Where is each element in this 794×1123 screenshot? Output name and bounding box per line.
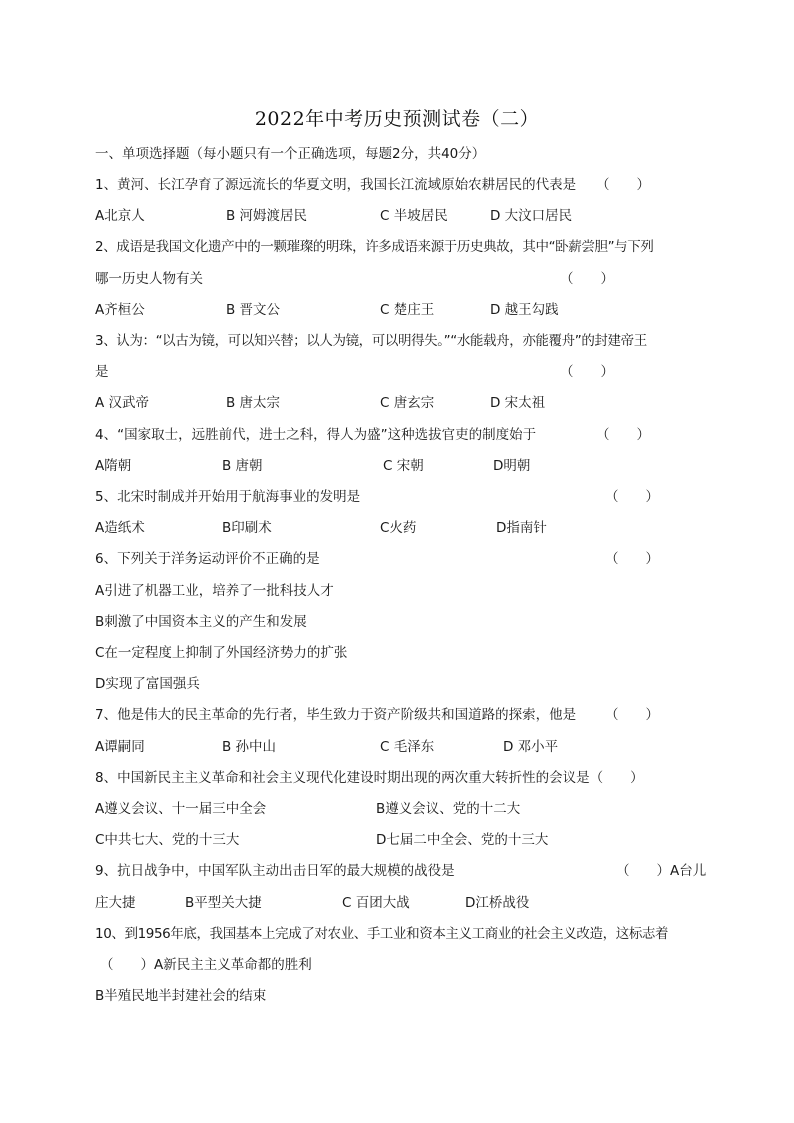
- question-2-stem-continued: 哪一历史人物有关: [95, 271, 203, 287]
- question-3-stem-continued: 是: [95, 364, 109, 380]
- question-5-option-c: C火药: [380, 520, 417, 536]
- question-7-option-d: D 邓小平: [503, 739, 559, 755]
- question-3-stem: 3、认为：“以古为镜，可以知兴替；以人为镜，可以明得失。”“水能载舟，亦能覆舟”的封建帝王: [95, 333, 647, 349]
- question-5-option-a: A造纸术: [95, 520, 145, 536]
- question-5-option-b: B印刷术: [222, 520, 272, 536]
- question-4-stem: 4、“国家取士，远胜前代，进士之科，得人为盛”这种选拔官吏的制度始于: [95, 427, 537, 443]
- question-1-answer-blank: （ ）: [596, 177, 650, 193]
- question-2-option-b: B 晋文公: [226, 302, 281, 318]
- question-6-option-c: C在一定程度上抑制了外国经济势力的扩张: [95, 645, 348, 661]
- question-7-option-a: A谭嗣同: [95, 739, 145, 755]
- question-9-stem: 9、抗日战争中，中国军队主动出击日军的最大规模的战役是: [95, 863, 455, 879]
- question-1-option-b: B 河姆渡居民: [226, 208, 308, 224]
- question-8-stem: 8、中国新民主主义革命和社会主义现代化建设时期出现的两次重大转折性的会议是（ ）: [95, 770, 644, 786]
- question-7-answer-blank: （ ）: [605, 707, 659, 723]
- question-2-option-d: D 越王勾践: [490, 302, 559, 318]
- question-10-option-a: （ ）A新民主主义革命都的胜利: [100, 957, 312, 973]
- question-3-answer-blank: （ ）: [560, 364, 614, 380]
- exam-title: 2022年中考历史预测试卷（二）: [254, 108, 540, 130]
- question-2-answer-blank: （ ）: [560, 271, 614, 287]
- question-9-option-b: B平型关大捷: [185, 895, 262, 911]
- question-2-option-a: A齐桓公: [95, 302, 145, 318]
- question-3-option-d: D 宋太祖: [490, 395, 546, 411]
- question-5-option-d: D指南针: [496, 520, 547, 536]
- question-4-option-b: B 唐朝: [222, 458, 263, 474]
- question-8-option-a: A遵义会议、十一届三中全会: [95, 801, 267, 817]
- question-6-option-a: A引进了机器工业，培养了一批科技人才: [95, 583, 334, 599]
- question-4-answer-blank: （ ）: [596, 427, 650, 443]
- question-5-stem: 5、北宋时制成并开始用于航海事业的发明是: [95, 489, 361, 505]
- question-8-option-d: D七届二中全会、党的十三大: [376, 832, 549, 848]
- question-1-stem: 1、黄河、长江孕育了源远流长的华夏文明，我国长江流域原始农耕居民的代表是: [95, 177, 577, 193]
- question-3-option-c: C 唐玄宗: [380, 395, 435, 411]
- question-4-option-c: C 宋朝: [383, 458, 424, 474]
- question-1-option-d: D 大汶口居民: [490, 208, 573, 224]
- question-3-option-a: A 汉武帝: [95, 395, 150, 411]
- question-6-option-b: B刺激了中国资本主义的产生和发展: [95, 614, 307, 630]
- question-9-option-a-continued: 庄大捷: [95, 895, 136, 911]
- question-4-option-a: A隋朝: [95, 458, 132, 474]
- question-1-option-a: A北京人: [95, 208, 145, 224]
- question-2-stem: 2、成语是我国文化遗产中的一颗璀璨的明珠，许多成语来源于历史典故，其中“卧薪尝胆”与下列: [95, 239, 654, 255]
- question-4-option-d: D明朝: [493, 458, 531, 474]
- question-7-option-b: B 孙中山: [222, 739, 277, 755]
- question-6-stem: 6、下列关于洋务运动评价不正确的是: [95, 551, 320, 567]
- question-9-option-c: C 百团大战: [342, 895, 410, 911]
- question-7-option-c: C 毛泽东: [380, 739, 435, 755]
- question-10-option-b: B半殖民地半封建社会的结束: [95, 988, 267, 1004]
- section-heading: 一、单项选择题（每小题只有一个正确选项，每题2分，共40分）: [95, 146, 486, 162]
- question-7-stem: 7、他是伟大的民主革命的先行者，毕生致力于资产阶级共和国道路的探索，他是: [95, 707, 577, 723]
- question-2-option-c: C 楚庄王: [380, 302, 435, 318]
- question-1-option-c: C 半坡居民: [380, 208, 448, 224]
- question-8-option-b: B遵义会议、党的十二大: [376, 801, 521, 817]
- question-5-answer-blank: （ ）: [605, 489, 659, 505]
- question-10-stem: 10、到1956年底，我国基本上完成了对农业、手工业和资本主义工商业的社会主义改造，这标志着: [95, 926, 669, 942]
- question-9-option-d: D江桥战役: [465, 895, 530, 911]
- question-6-answer-blank: （ ）: [605, 551, 659, 567]
- question-3-option-b: B 唐太宗: [226, 395, 281, 411]
- question-9-answer-blank: （ ）A台儿: [616, 863, 707, 879]
- question-8-option-c: C中共七大、党的十三大: [95, 832, 240, 848]
- question-6-option-d: D实现了富国强兵: [95, 676, 200, 692]
